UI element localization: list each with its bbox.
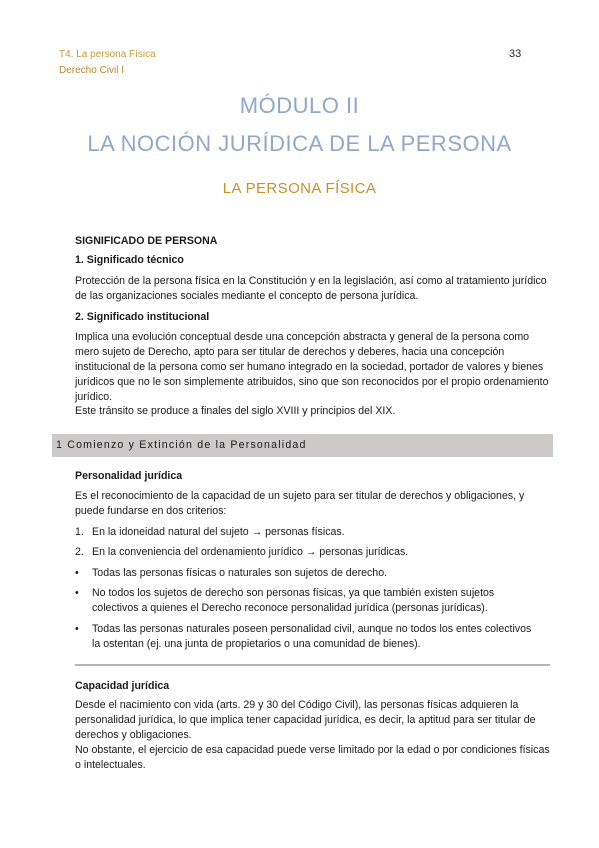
running-header-subject: Derecho Civil I [59,65,125,76]
list-number: 2. [75,546,84,558]
transito-paragraph: Este tránsito se produce a finales del siglo XVIII y principios del XIX. [75,405,396,417]
significado-heading: SIGNIFICADO DE PERSONA [75,235,218,247]
list-item-text: En la idoneidad natural del sujeto → personas físicas. [92,526,345,538]
module-title: MÓDULO II [239,93,360,118]
notion-title: LA NOCIÓN JURÍDICA DE LA PERSONA [87,131,512,156]
page-number: 33 [509,48,522,60]
capacidad-paragraph-1: Desde el nacimiento con vida (arts. 29 y 30 del Código Civil), las personas físicas adquieren la personalidad jurídica, lo que implica tener capacidad jurídica, es decir, la aptitud para ser titular de derechos y obligaciones. [75,699,536,741]
divider-line [75,664,550,666]
personalidad-heading: Personalidad jurídica [75,470,183,482]
list-number: 1. [75,526,84,538]
section-title: 1 Comienzo y Extinción de la Personalidad [56,439,307,451]
institucional-heading: 2. Significado institucional [75,311,210,323]
list-item-text: En la conveniencia del ordenamiento jurídico → personas jurídicas. [92,546,409,558]
section-bar [52,434,553,457]
chapter-title: LA PERSONA FÍSICA [222,180,377,197]
bullet-icon: • [75,567,79,579]
list-item-text: Todas las personas naturales poseen personalidad civil, aunque no todos los entes colectivos la ostentan (ej. una junta de propietarios o una comunidad de bienes). [92,623,532,650]
list-item-text: Todas las personas físicas o naturales son sujetos de derecho. [92,567,388,579]
tecnico-paragraph: Protección de la persona física en la Constitución y en la legislación, así como al tratamiento jurídico de las organizaciones sociales mediante el concepto de persona jurídica. [75,275,547,302]
bullet-icon: • [75,623,79,635]
bullet-icon: • [75,587,79,599]
capacidad-paragraph-2: No obstante, el ejercicio de esa capacidad puede verse limitado por la edad o por condiciones físicas o intelectuales. [75,744,550,771]
institucional-paragraph: Implica una evolución conceptual desde una concepción abstracta y general de la persona como mero sujeto de Derecho, apto para ser titular de derechos y deberes, hacia una concepción institucional de la persona como ser humano integrado en la sociedad, portador de valores y bienes jurídicos que no le son simplemente atribuidos, sino que son reconocidos por el propio ordenamiento jurídico. [75,331,549,403]
list-item-text: No todos los sujetos de derecho son personas físicas, ya que también existen sujetos colectivos a quienes el Derecho reconoce personalidad jurídica (personas jurídicas). [92,587,495,614]
personalidad-intro: Es el reconocimiento de la capacidad de un sujeto para ser titular de derechos y obligaciones, y puede fundarse en dos criterios: [75,490,525,517]
tecnico-heading: 1. Significado técnico [75,254,184,266]
capacidad-heading: Capacidad jurídica [75,680,170,692]
running-header-title: T4. La persona Física [59,49,156,60]
